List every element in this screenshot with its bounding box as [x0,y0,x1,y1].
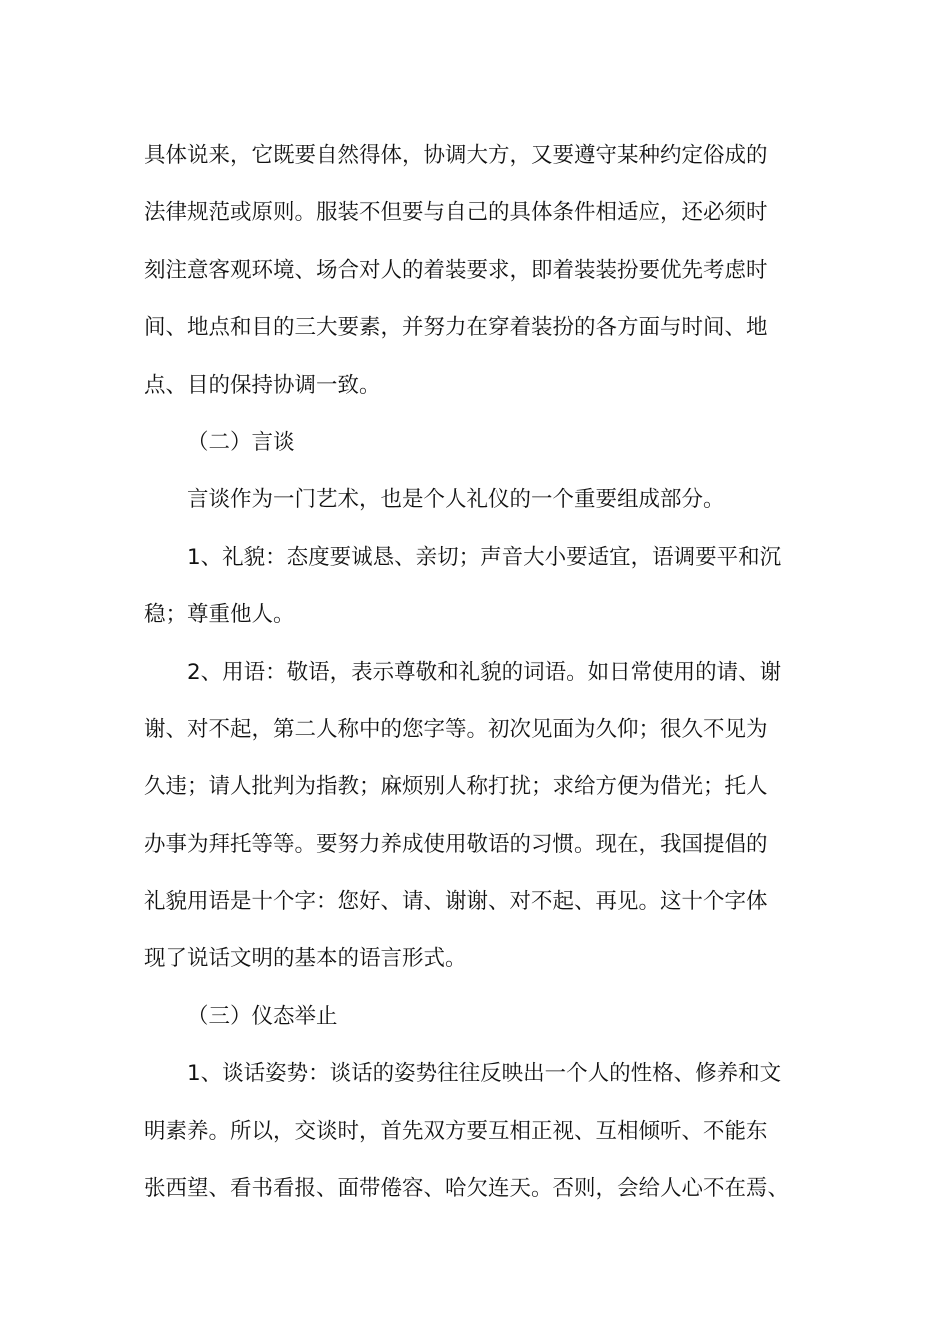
list-item-posture: 1、谈话姿势：谈话的姿势往往反映出一个人的性格、修养和文 [187,1061,782,1087]
section-heading-speech: （二）言谈 [187,429,295,455]
text-line: 礼貌用语是十个字：您好、请、谢谢、对不起、再见。这十个字体 [144,889,768,915]
text-line: 法律规范或原则。服装不但要与自己的具体条件相适应，还必须时 [144,200,768,226]
text-line: 稳；尊重他人。 [144,602,295,628]
text-line: 现了说话文明的基本的语言形式。 [144,946,467,972]
list-item-wording: 2、用语：敬语，表示尊敬和礼貌的词语。如日常使用的请、谢 [187,659,782,685]
text-line: 久违；请人批判为指教；麻烦别人称打扰；求给方便为借光；托人 [144,774,768,800]
text-line: 张西望、看书看报、面带倦容、哈欠连天。否则，会给人心不在焉、 [144,1176,790,1202]
text-line: 办事为拜托等等。要努力养成使用敬语的习惯。现在，我国提倡的 [144,831,768,857]
text-line: 间、地点和目的三大要素，并努力在穿着装扮的各方面与时间、地 [144,315,768,341]
document-body [144,127,814,1217]
list-item-politeness: 1、礼貌：态度要诚恳、亲切；声音大小要适宜，语调要平和沉 [187,544,782,570]
text-line: 刻注意客观环境、场合对人的着装要求，即着装装扮要优先考虑时 [144,257,768,283]
text-line: 具体说来，它既要自然得体，协调大方，又要遵守某种约定俗成的 [144,143,768,168]
text-line: 点、目的保持协调一致。 [144,372,381,398]
text-line: 谢、对不起，第二人称中的您字等。初次见面为久仰；很久不见为 [144,716,768,742]
section-heading-demeanor: （三）仪态举止 [187,1003,338,1029]
paragraph-start: 言谈作为一门艺术，也是个人礼仪的一个重要组成部分。 [187,487,725,513]
text-line: 明素养。所以，交谈时，首先双方要互相正视、互相倾听、不能东 [144,1118,768,1144]
